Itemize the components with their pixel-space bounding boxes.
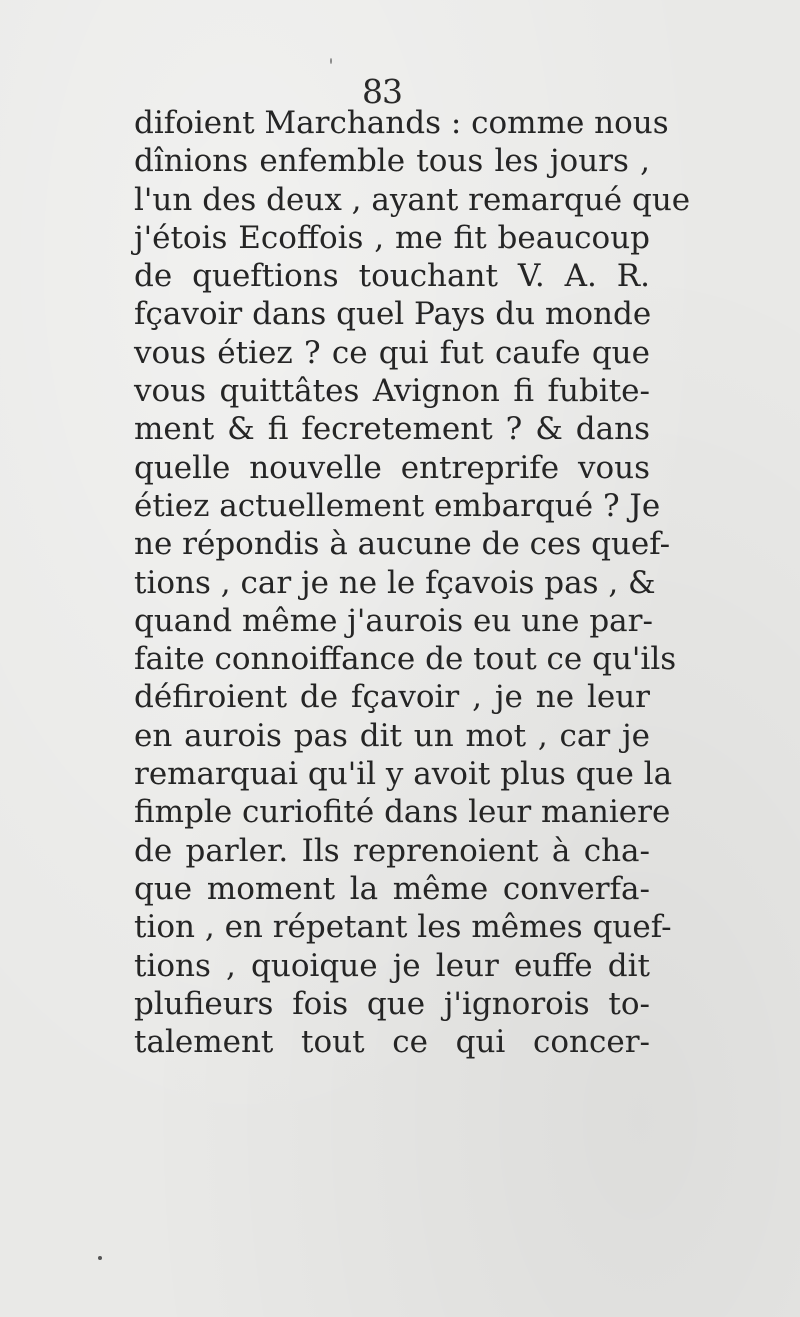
page-number: 83: [362, 72, 402, 111]
text-line: quelle nouvelle entreprife vous: [134, 449, 650, 486]
paper-speck: [330, 58, 332, 64]
text-line: vous quittâtes Avignon fi fubite-: [134, 373, 650, 410]
text-line: tions , car je ne le fçavois pas , &: [134, 564, 656, 601]
text-line: tions , quoique je leur euffe dit: [134, 947, 650, 984]
text-line: défiroient de fçavoir , je ne leur: [134, 679, 650, 716]
text-line: dînions enfemble tous les jours ,: [134, 143, 650, 180]
text-line: l'un des deux , ayant remarqué que: [134, 181, 691, 218]
text-line: quand même j'aurois eu une par-: [134, 602, 653, 639]
text-line: j'étois Ecoffois , me fit beaucoup: [134, 219, 650, 256]
text-line: faite connoiffance de tout ce qu'ils: [134, 641, 677, 678]
text-line: fçavoir dans quel Pays du monde: [134, 296, 652, 333]
paper-speck: [98, 1256, 102, 1260]
text-line: de queftions touchant V. A. R.: [134, 258, 650, 295]
text-line: fimple curiofité dans leur maniere: [134, 794, 671, 831]
text-line: ne répondis à aucune de ces quef-: [134, 526, 671, 563]
text-line: que moment la même converfa-: [134, 870, 650, 907]
text-line: difoient Marchands : comme nous: [134, 105, 669, 141]
text-line: en aurois pas dit un mot , car je: [134, 717, 650, 754]
text-line: ment & fi fecretement ? & dans: [134, 411, 650, 448]
body-text: [134, 104, 691, 1061]
text-line: de parler. Ils reprenoient à cha-: [134, 832, 650, 869]
text-line: plufieurs fois que j'ignorois to-: [134, 985, 650, 1022]
text-line: remarquai qu'il y avoit plus que la: [134, 756, 673, 793]
text-line: étiez actuellement embarqué ? Je: [134, 487, 661, 524]
text-line: vous étiez ? ce qui fut caufe que: [134, 334, 650, 371]
text-line: tion , en répetant les mêmes quef-: [134, 909, 672, 946]
text-line: talement tout ce qui concer-: [134, 1024, 650, 1061]
